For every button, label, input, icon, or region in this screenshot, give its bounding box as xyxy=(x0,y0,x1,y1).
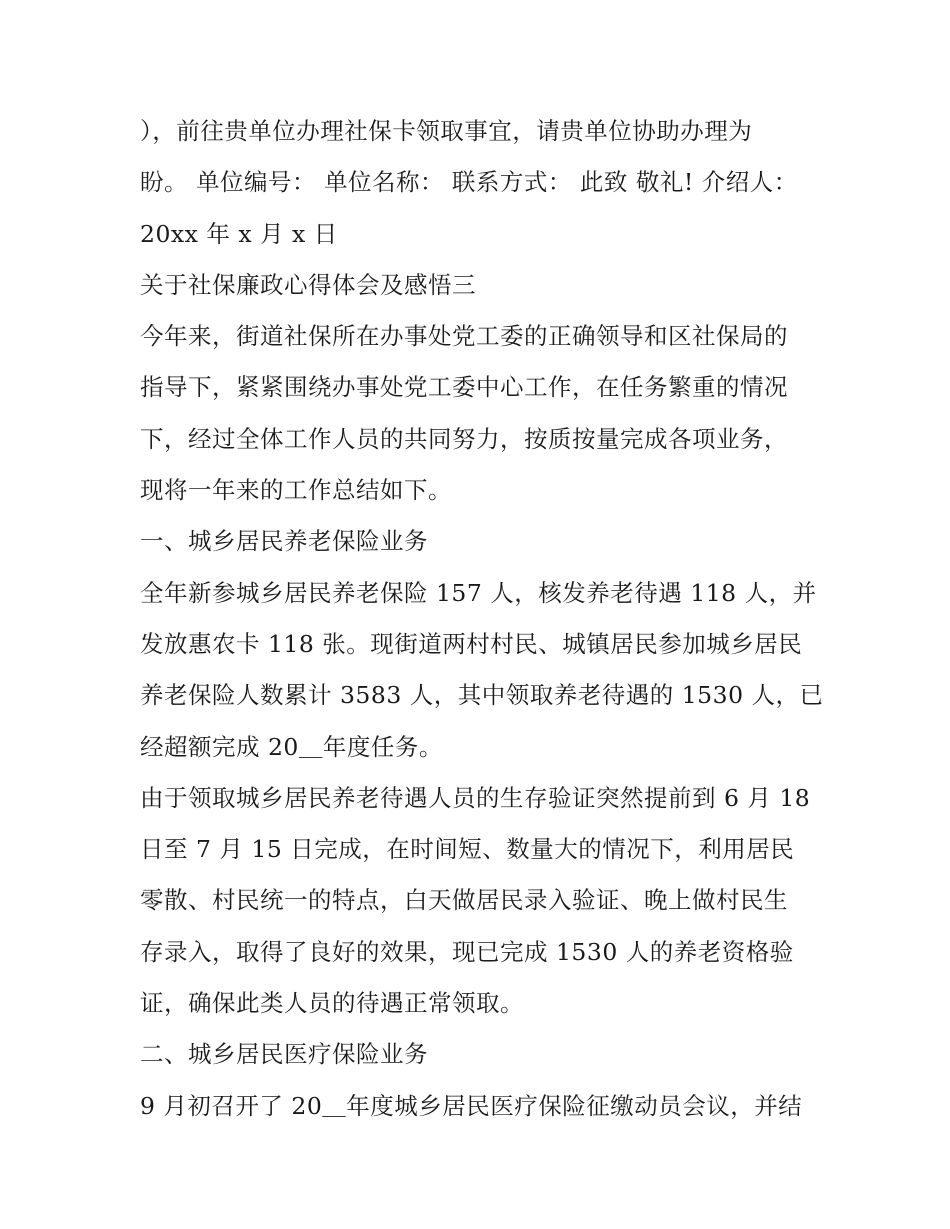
text-line: 存录入，取得了良好的效果，现已完成 1530 人的养老资格验 xyxy=(140,937,794,966)
text-line: 9 月初召开了 20＿年度城乡居民医疗保险征缴动员会议，并结 xyxy=(140,1091,803,1120)
document-body xyxy=(140,106,824,1132)
text-line: 现将一年来的工作总结如下。 xyxy=(140,476,452,505)
text-line: 证，确保此类人员的待遇正常领取。 xyxy=(140,989,524,1018)
section-heading: 一、城乡居民养老保险业务 xyxy=(140,527,428,556)
section-heading: 二、城乡居民医疗保险业务 xyxy=(140,1040,428,1069)
text-line: 经超额完成 20＿年度任务。 xyxy=(140,732,443,761)
text-line: 养老保险人数累计 3583 人，其中领取养老待遇的 1530 人，已 xyxy=(140,681,824,710)
text-line: 指导下，紧紧围绕办事处党工委中心工作，在任务繁重的情况 xyxy=(140,373,788,402)
section-heading: 关于社保廉政心得体会及感悟三 xyxy=(140,270,476,299)
text-line: 全年新参城乡居民养老保险 157 人，核发养老待遇 118 人，并 xyxy=(140,578,817,607)
text-line: 零散、村民统一的特点，白天做居民录入验证、晚上做村民生 xyxy=(140,886,788,915)
text-line: 20xx 年 x 月 x 日 xyxy=(140,219,338,248)
text-line: 由于领取城乡居民养老待遇人员的生存验证突然提前到 6 月 18 xyxy=(140,783,811,812)
text-line: 发放惠农卡 118 张。现街道两村村民、城镇居民参加城乡居民 xyxy=(140,629,803,658)
text-line: 盼。 单位编号： 单位名称： 联系方式： 此致 敬礼! 介绍人： xyxy=(140,168,798,197)
text-line: 下，经过全体工作人员的共同努力，按质按量完成各项业务， xyxy=(140,424,788,453)
text-line: ），前往贵单位办理社保卡领取事宜，请贵单位协助办理为 xyxy=(140,117,753,145)
text-line: 今年来，街道社保所在办事处党工委的正确领导和区社保局的 xyxy=(140,322,788,351)
text-line: 日至 7 月 15 日完成，在时间短、数量大的情况下，利用居民 xyxy=(140,835,795,864)
